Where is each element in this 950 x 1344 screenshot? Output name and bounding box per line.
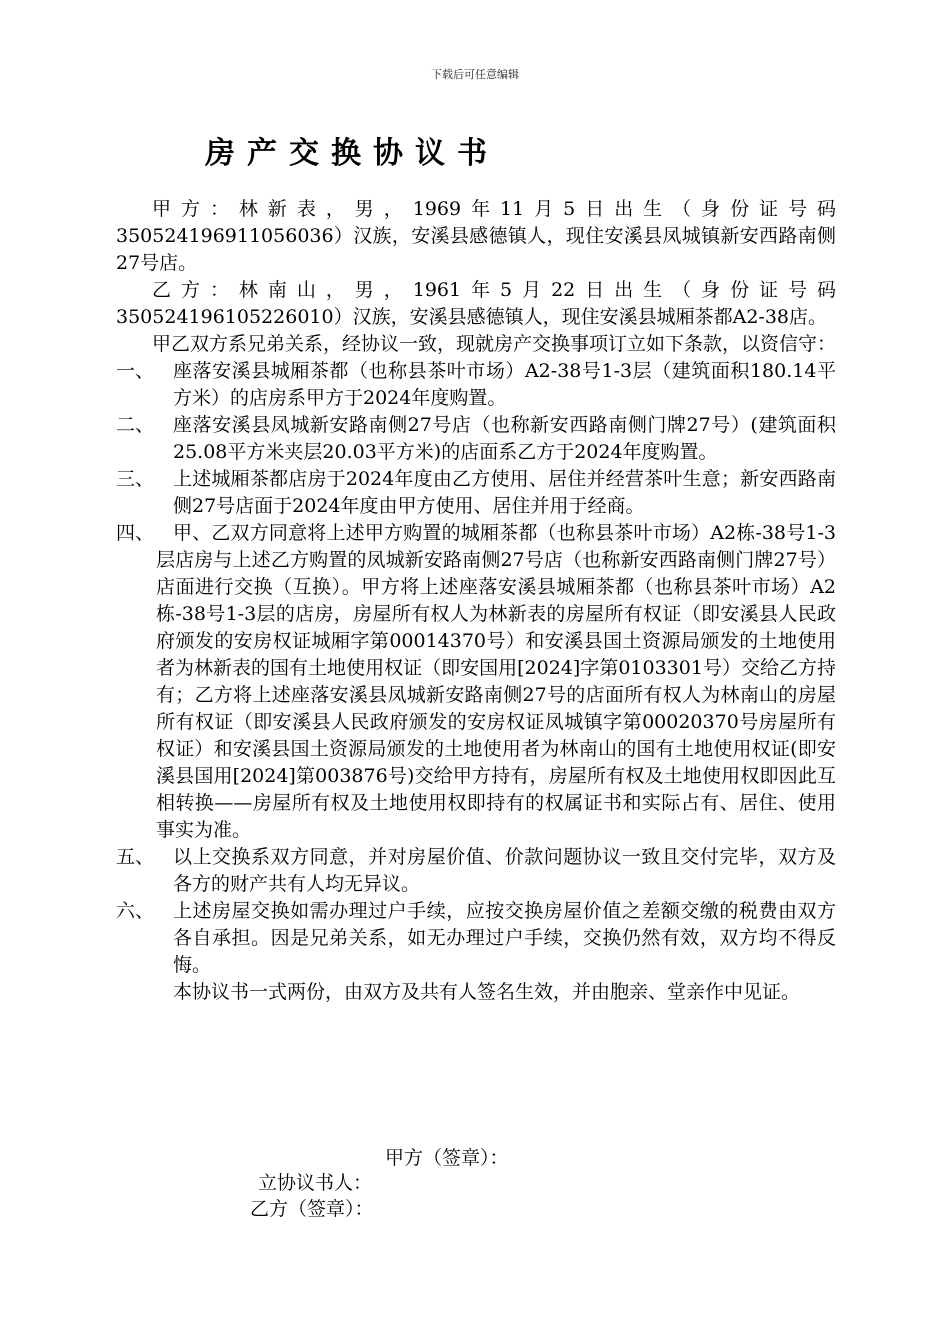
party-a-signature: 甲方（签章）： <box>385 1147 509 1169</box>
intro-paragraph: 甲乙双方系兄弟关系，经协议一致，现就房产交换事项订立如下条款，以资信守： <box>152 333 837 355</box>
clause-2 <box>116 412 836 466</box>
clause-number: 二、 <box>116 414 155 436</box>
party-b-paragraph: 乙方：林南山，男，1961年5月22日出生（身份证号码350524196105226010）汉族，安溪县感德镇人，现住安溪县城厢茶都A2-38店。 <box>116 279 836 328</box>
closing-paragraph: 本协议书一式两份，由双方及共有人签名生效，并由胞亲、堂亲作中见证。 <box>173 981 801 1003</box>
clause-number: 三、 <box>116 468 155 490</box>
clause-5 <box>116 844 836 898</box>
clause-text: 座落安溪县城厢茶都（也称县茶叶市场）A2-38号1-3层（建筑面积180.14平方米）的店房系甲方于2024年度购置。 <box>173 360 836 409</box>
clause-text: 上述房屋交换如需办理过户手续，应按交换房屋价值之差额交缴的税费由双方各自承担。因是兄弟关系，如无办理过户手续，交换仍然有效，双方均不得反悔。 <box>173 900 836 976</box>
clause-text: 甲、乙双方同意将上述甲方购置的城厢茶都（也称县茶叶市场）A2栋-38号1-3层店房与上述乙方购置的凤城新安路南侧27号店（也称新安西路南侧门牌27号）店面进行交换（互换）。甲方将上述座落安溪县城厢茶都（也称县茶叶市场）A2栋-38号1-3层的店房，房屋所有权人为林新表的房屋所有权证（即安溪县人民政府颁发的安房权证城厢字第00014370号）和安溪县国土资源局颁发的土地使用者为林新表的国有土地使用权证（即安国用[2024]字第0103301号）交给乙方持有；乙方将上述座落安溪县凤城新安路南侧27号的店面所有权人为林南山的房屋所有权证（即安溪县人民政府颁发的安房权证凤城镇字第00020370号房屋所有权证）和安溪县国土资源局颁发的土地使用者为林南山的国有土地使用权证(即安溪县国用[2024]第003876号)交给甲方持有，房屋所有权及土地使用权即因此互相转换——房屋所有权及土地使用权即持有的权属证书和实际占有、居住、使用事实为准。 <box>156 522 836 841</box>
clause-number: 六、 <box>116 900 155 922</box>
clause-3 <box>116 466 836 520</box>
clause-number: 五、 <box>116 846 155 868</box>
clause-text: 座落安溪县凤城新安路南侧27号店（也称新安西路南侧门牌27号）(建筑面积25.08平方米夹层20.03平方米)的店面系乙方于2024年度购置。 <box>173 414 836 463</box>
clause-text: 上述城厢茶都店房于2024年度由乙方使用、居住并经营茶叶生意；新安西路南侧27号店面于2024年度由甲方使用、居住并用于经商。 <box>173 468 836 517</box>
party-a-paragraph: 甲方：林新表，男，1969年11月5日出生（身份证号码350524196911056036）汉族，安溪县感德镇人，现住安溪县凤城镇新安西路南侧27号店。 <box>116 198 836 274</box>
clause-number: 一、 <box>116 360 155 382</box>
document-title: 房产交换协议书 <box>205 136 499 171</box>
signer-label: 立协议书人： <box>258 1172 373 1194</box>
clause-text: 以上交换系双方同意，并对房屋价值、价款问题协议一致且交付完毕，双方及各方的财产共有人均无异议。 <box>173 846 836 895</box>
clause-6 <box>116 898 836 979</box>
header-note: 下载后可任意编辑 <box>431 68 519 81</box>
clause-4 <box>116 520 836 844</box>
clause-number: 四、 <box>116 522 155 544</box>
clause-1 <box>116 358 836 412</box>
document-body <box>116 196 836 1006</box>
party-b-signature: 乙方（签章）： <box>250 1198 374 1220</box>
